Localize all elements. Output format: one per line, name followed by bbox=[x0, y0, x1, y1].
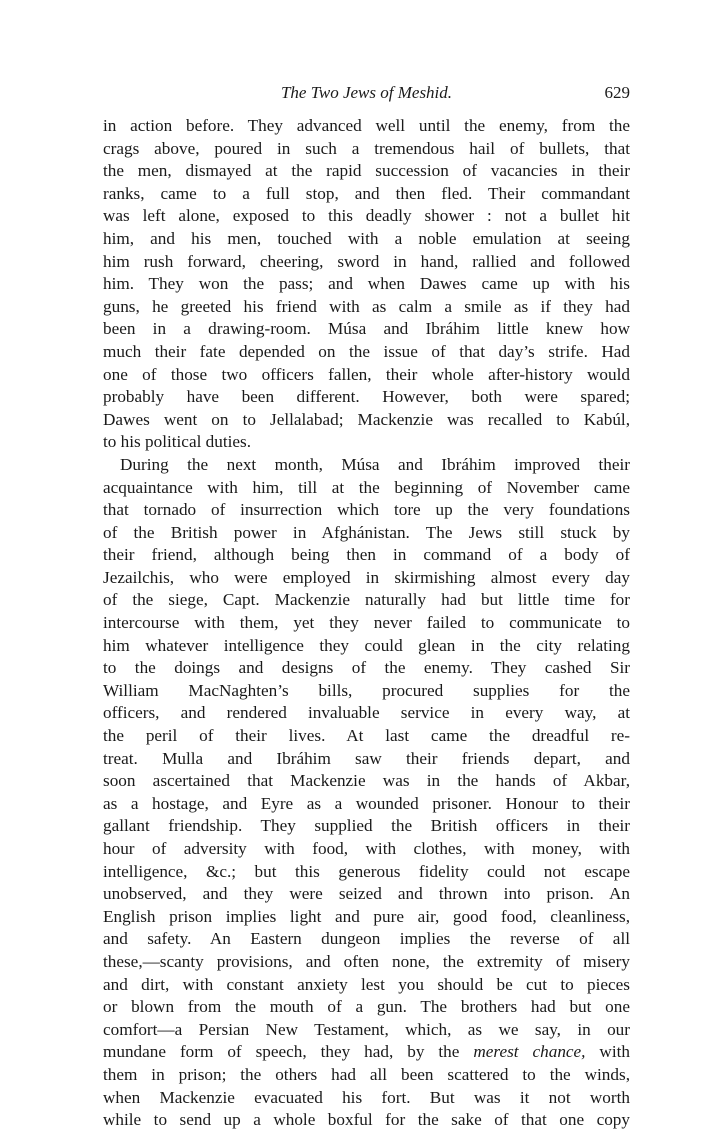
text-line: crags above, poured in such a tremendous hail of bullets, that bbox=[103, 138, 630, 158]
text-line: while to send up a whole boxful for the sake of that one copy bbox=[103, 1110, 630, 1130]
text-line: soon ascertained that Mackenzie was in the hands of Akbar, bbox=[103, 771, 630, 791]
body-text bbox=[103, 115, 630, 1132]
paragraph-2 bbox=[103, 454, 630, 1041]
text-line: these,—scanty provisions, and often none, the extremity of misery bbox=[103, 951, 630, 971]
text-line: them in prison; the others had all been scattered to the winds, bbox=[103, 1064, 630, 1084]
text-line: their friend, although being then in command of a body of bbox=[103, 545, 630, 565]
text-line: guns, he greeted his friend with as calm a smile as if they had bbox=[103, 296, 630, 316]
text-line: unobserved, and they were seized and thrown into prison. An bbox=[103, 884, 630, 904]
text-line-italic bbox=[103, 1041, 630, 1064]
text-line: acquaintance with him, till at the beginning of November came bbox=[103, 477, 630, 497]
running-title: The Two Jews of Meshid. bbox=[280, 83, 453, 102]
text-line: treat. Mulla and Ibráhim saw their friends depart, and bbox=[103, 748, 630, 768]
text-line: when Mackenzie evacuated his fort. But was it not worth bbox=[103, 1087, 630, 1107]
text-line: officers, and rendered invaluable service in every way, at bbox=[103, 703, 630, 723]
text-line: him rush forward, cheering, sword in hand, rallied and followed bbox=[103, 251, 630, 271]
text-line: English prison implies light and pure air, good food, cleanliness, bbox=[103, 906, 630, 926]
closing-lines bbox=[103, 1064, 630, 1132]
text-line: that tornado of insurrection which tore up the very foundations bbox=[103, 500, 630, 520]
text-line: hour of adversity with food, with clothes, with money, with bbox=[103, 839, 630, 858]
page-number: 629 bbox=[604, 83, 630, 102]
text-line: to the doings and designs of the enemy. They cashed Sir bbox=[103, 658, 630, 678]
text-line: of the siege, Capt. Mackenzie naturally had but little time for bbox=[103, 590, 630, 610]
text-line: intelligence, &c.; but this generous fidelity could not escape bbox=[103, 861, 630, 881]
text-line: Jezailchis, who were employed in skirmishing almost every day bbox=[103, 567, 630, 587]
text-line: much their fate depended on the issue of that day’s strife. Had bbox=[103, 341, 630, 361]
text-line: or blown from the mouth of a gun. The brothers had but one bbox=[103, 997, 630, 1017]
text-line: him. They won the pass; and when Dawes came up with his bbox=[103, 274, 630, 294]
text-line: Dawes went on to Jellalabad; Mackenzie was recalled to Kabúl, bbox=[103, 409, 630, 429]
text-line: During the next month, Músa and Ibráhim improved their bbox=[120, 454, 630, 474]
text-line: in action before. They advanced well until the enemy, from the bbox=[103, 116, 630, 135]
text-line: was left alone, exposed to this deadly shower : not a bullet hit bbox=[103, 206, 630, 226]
text-line: intercourse with them, yet they never failed to communicate to bbox=[103, 613, 630, 633]
text-line: to his political duties. bbox=[103, 432, 251, 452]
text-line: probably have been different. However, both were spared; bbox=[103, 387, 630, 407]
text-line: William MacNaghten’s bills, procured supplies for the bbox=[103, 680, 630, 700]
italic-line-after: with bbox=[585, 1042, 630, 1062]
text-line: and dirt, with constant anxiety lest you should be cut to pieces bbox=[103, 974, 630, 994]
text-line: the peril of their lives. At last came the dreadful re- bbox=[103, 726, 630, 746]
text-line: gallant friendship. They supplied the British officers in their bbox=[103, 816, 630, 836]
italic-line-before: mundane form of speech, they had, by the bbox=[103, 1042, 474, 1062]
text-line: of the British power in Afghánistan. The Jews still stuck by bbox=[103, 522, 630, 542]
text-line: and safety. An Eastern dungeon implies the reverse of all bbox=[103, 929, 630, 949]
text-line: the men, dismayed at the rapid succession of vacancies in their bbox=[103, 161, 630, 181]
text-line: one of those two officers fallen, their whole after-history would bbox=[103, 364, 630, 384]
text-line: been in a drawing-room. Músa and Ibráhim little knew how bbox=[103, 319, 630, 339]
text-line: him, and his men, touched with a noble emulation at seeing bbox=[103, 228, 630, 248]
text-line: as a hostage, and Eyre as a wounded prisoner. Honour to their bbox=[103, 793, 630, 813]
text-line: him whatever intelligence they could glean in the city relating bbox=[103, 635, 630, 655]
italic-phrase: merest chance, bbox=[473, 1042, 586, 1062]
text-line: comfort—a Persian New Testament, which, as we say, in our bbox=[103, 1019, 630, 1039]
page-header bbox=[103, 80, 630, 106]
text-line: ranks, came to a full stop, and then fled. Their commandant bbox=[103, 183, 630, 203]
paragraph-1 bbox=[103, 115, 630, 454]
